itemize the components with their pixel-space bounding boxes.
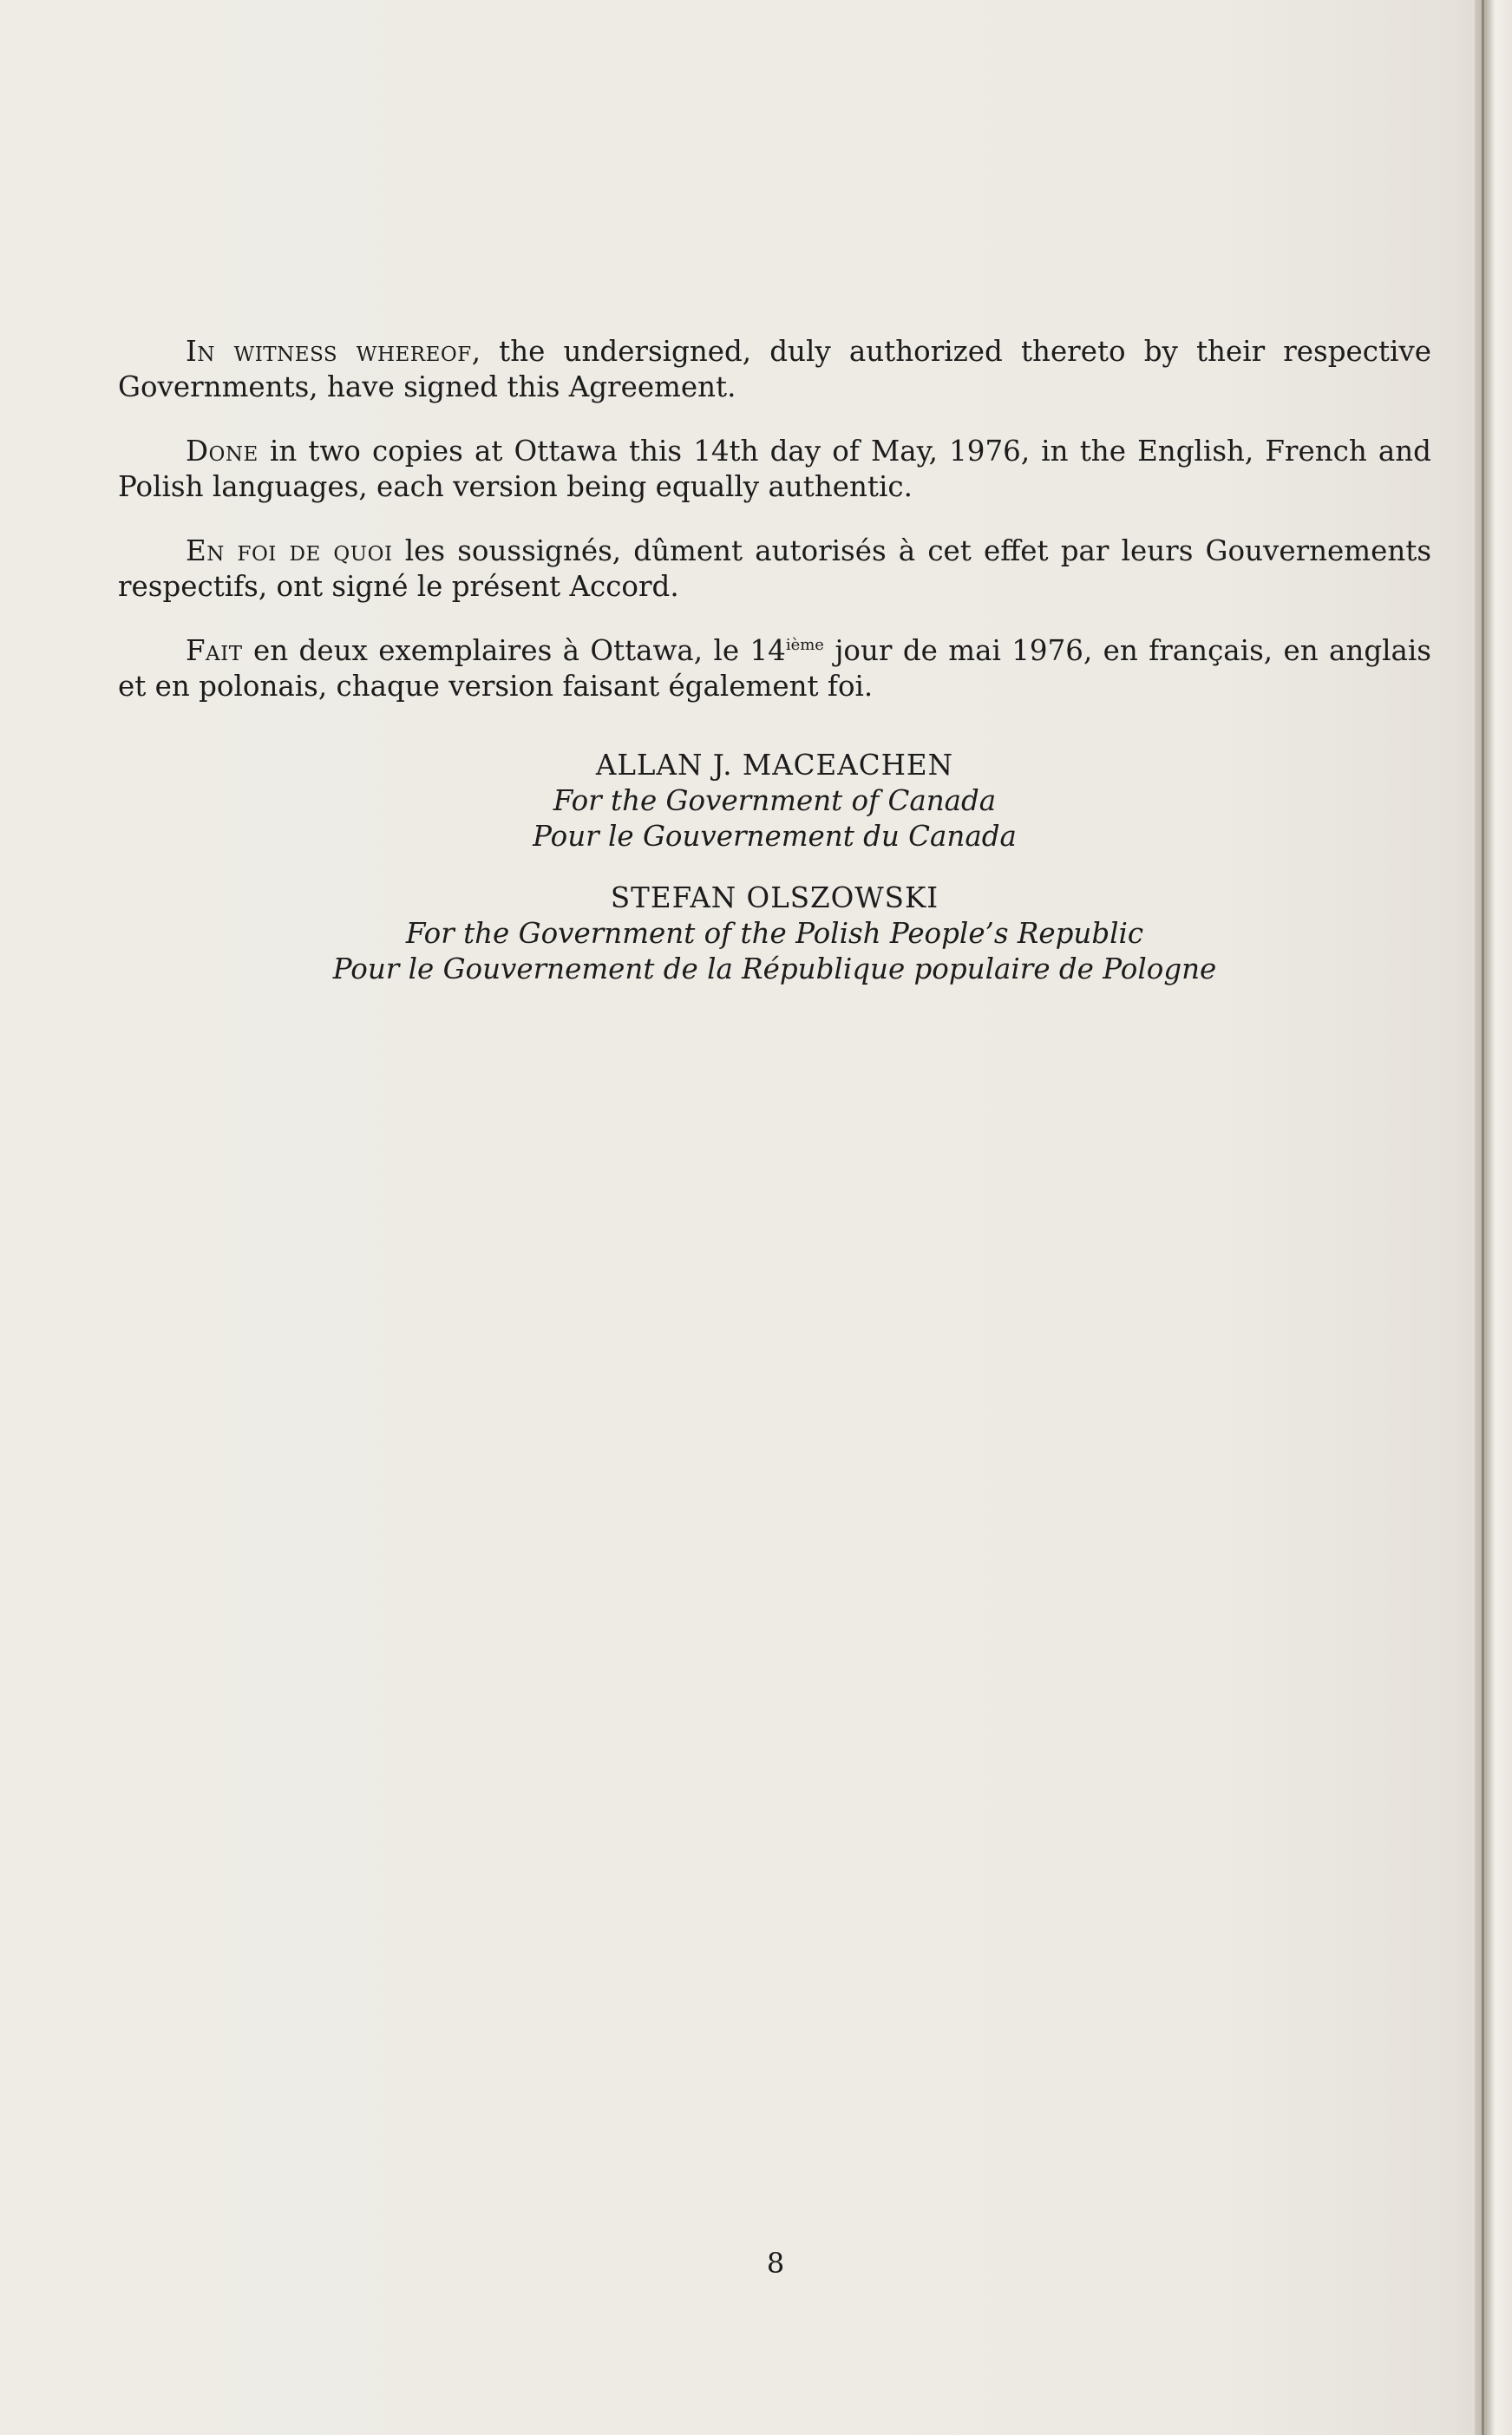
- signer-line-en-poland: For the Government of the Polish People’s Republic: [405, 917, 1144, 950]
- done-lead-fr: Fait: [186, 634, 243, 667]
- signature-spacer: [118, 854, 1431, 880]
- signer-line-en-canada: For the Government of Canada: [553, 784, 997, 817]
- page-number: [0, 2247, 1512, 2280]
- signer-name-canada: ALLAN J. MACEACHEN: [595, 749, 954, 782]
- witness-text-en: , the undersigned, duly authorized thereto by their respective Governments, have signed this Agreement.: [118, 335, 1431, 403]
- done-paragraph-en: [118, 434, 1431, 505]
- witness-paragraph-en: [118, 334, 1431, 405]
- ordinal-superscript: ième: [785, 636, 824, 655]
- page-number-text: 8: [766, 2247, 785, 2280]
- done-text-en: in two copies at Ottawa this 14th day of May, 1976, in the English, French and Polish languages, each version being equally authentic.: [118, 435, 1431, 503]
- witness-lead-fr: En foi de quoi: [186, 534, 393, 567]
- witness-lead-en: In witness whereof: [186, 335, 472, 368]
- witness-paragraph-fr: [118, 533, 1431, 605]
- page-edge: [1475, 0, 1512, 2435]
- signature-canada: [118, 748, 1431, 854]
- signer-line-fr-canada: Pour le Gouvernement du Canada: [533, 820, 1017, 853]
- done-paragraph-fr: [118, 633, 1431, 704]
- document-body: [118, 334, 1431, 987]
- done-lead-en: Done: [186, 435, 259, 468]
- signature-poland: [118, 880, 1431, 987]
- signer-line-fr-poland: Pour le Gouvernement de la République populaire de Pologne: [332, 952, 1217, 985]
- done-text-fr-part2: jour de mai 1976, en français, en anglais et en polonais, chaque version faisant également foi.: [118, 634, 1431, 703]
- signer-name-poland: STEFAN OLSZOWSKI: [610, 881, 939, 914]
- done-text-fr-part1: en deux exemplaires à Ottawa, le 14: [242, 634, 786, 667]
- witness-text-fr: les soussignés, dûment autorisés à cet effet par leurs Gouvernements respectifs, ont signé le présent Accord.: [118, 534, 1431, 603]
